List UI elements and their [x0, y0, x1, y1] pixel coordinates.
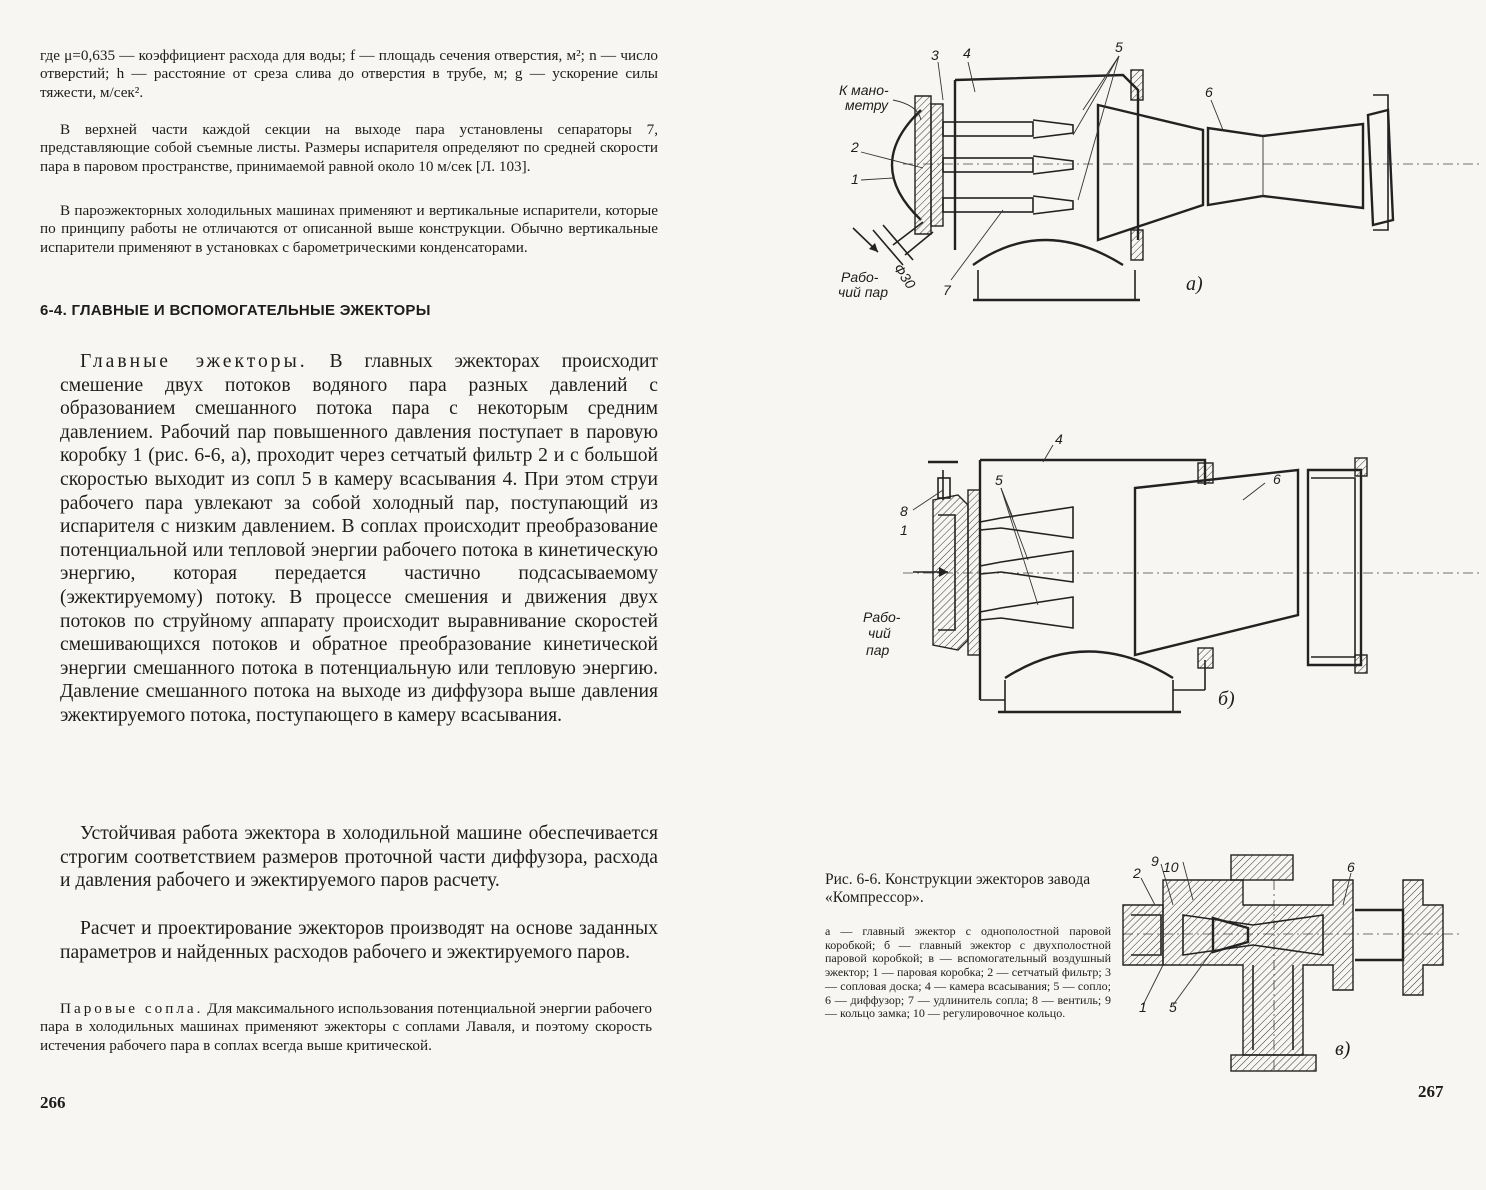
figure-caption-title: Рис. 6-6. Конструкции эжекторов завода «Компрессор».: [825, 871, 1091, 906]
figure-caption-body: а — главный эжектор с однополостной паровой коробкой; б — главный эжектор с двухполостной паровой коробкой; в — вспомогательный воздушный эжектор; 1 — паровая коробка; 2 — сетчатый фильтр; 3 — сопловая доска; 4 — камера всасывания; 5 — сопло; 6 — диффузор; 7 — удлинитель сопла; 8 — вентиль; 9 — кольцо замка; 10 — регулировочное кольцо.: [825, 924, 1111, 1021]
main-ejectors-text: В главных эжекторах происходит смешение двух потоков водяного пара разных давлений с образованием смешанного потока пара с некоторым средним давлением. Рабочий пар повышенного давления поступает в паровую коробку 1 (рис. 6-6, а), проходит через сетчатый фильтр 2 и с большой скоростью выходит из сопл 5 в камеру всасывания 4. При этом струи рабочего пара увлекают за собой холодный пар, поступающий из испарителя с низким давлением. В соплах происходит преобразование потенциальной или тепловой энергии рабочего потока в кинетическую энергию, которая передается частично подсасываемому (эжектируемому) потоку. В процессе смешения и движения двух потоков по струйному аппарату происходит выравнивание скоростей смешивающихся потоков и обратное преобразование кинетической энергии смешанного потока в потенциальную или тепловую энергию. Давление смешанного потока на выходе из диффузора выше давления эжектируемого потока, поступающего в камеру всасывания.: [60, 351, 658, 726]
section-heading: 6-4. ГЛАВНЫЕ И ВСПОМОГАТЕЛЬНЫЕ ЭЖЕКТОРЫ: [40, 302, 431, 319]
fig-b-label-1: 1: [900, 522, 908, 538]
main-ejectors-paragraph: [60, 350, 658, 728]
fig-b-label-8: 8: [900, 503, 908, 519]
separators-paragraph: В верхней части каждой секции на выходе пара установлены сепараторы 7, представляющие собой съемные листы. Размеры испарителя определяют по средней скорости пара в паровом пространстве, принимаемой равной около 10 м/сек [Л. 103].: [40, 121, 658, 175]
right-page: [743, 0, 1486, 1190]
fig-c-label-5: 5: [1169, 999, 1177, 1015]
figure-b-drawing: [903, 445, 1483, 712]
fig-c-variant: в): [1335, 1038, 1351, 1060]
fig-a-manometer-line-2: метру: [845, 97, 889, 113]
fig-a-steam-line-1: Рабо-: [841, 269, 879, 285]
fig-c-label-10: 10: [1163, 859, 1179, 875]
main-ejectors-title: Главные эжекторы.: [80, 351, 308, 372]
fig-c-label-6: 6: [1347, 859, 1355, 875]
fig-c-label-2: 2: [1133, 865, 1141, 881]
fig-b-variant: б): [1218, 688, 1235, 710]
nozzles-title: Паровые сопла.: [60, 1000, 204, 1017]
fig-b-steam-line-1: Рабо-: [863, 609, 901, 625]
fig-a-label-1: 1: [851, 171, 859, 187]
fig-c-label-1: 1: [1139, 999, 1147, 1015]
fig-b-steam-line-2: чий: [868, 625, 891, 641]
fig-a-label-5: 5: [1115, 39, 1123, 55]
fig-b-label-6: 6: [1273, 471, 1281, 487]
fig-a-dimension-label: Ф30: [890, 260, 919, 292]
fig-a-label-3: 3: [931, 47, 939, 63]
fig-a-label-7: 7: [943, 282, 951, 298]
figure-a-drawing: [853, 56, 1483, 300]
figure-c-drawing: [1123, 855, 1463, 1071]
calculation-paragraph: Расчет и проектирование эжекторов производят на основе заданных параметров и найденных расходов рабочего и эжектируемого паров.: [60, 918, 658, 963]
page-number-left: 266: [40, 1093, 66, 1112]
fig-a-steam-line-2: чий пар: [838, 284, 888, 300]
vertical-evaporators-paragraph: В пароэжекторных холодильных машинах применяют и вертикальные испарители, которые по принципу работы не отличаются от описанной выше конструкции. Обычно вертикальные испарители применяют в установках с барометрическими конденсаторами.: [40, 202, 658, 256]
fig-a-manometer-line-1: К мано-: [839, 82, 889, 98]
fig-a-label-6: 6: [1205, 84, 1213, 100]
nozzles-text: Для максимального использования потенциальной энергии рабочего пара в холодильных машинах применяют эжекторы с соплами Лаваля, и поэтому скорость истечения рабочего пара в соплах всегда выше критической.: [40, 1000, 652, 1054]
nozzles-paragraph: [40, 1000, 652, 1055]
fig-b-label-5: 5: [995, 472, 1003, 488]
stable-operation-paragraph: Устойчивая работа эжектора в холодильной машине обеспечивается строгим соответствием размеров проточной части диффузора, расхода и давления рабочего и эжектируемого паров расчету.: [60, 823, 658, 892]
fig-b-steam-line-3: пар: [866, 642, 890, 658]
fig-b-label-4: 4: [1055, 431, 1063, 447]
fig-a-variant: а): [1186, 273, 1203, 295]
page-number-right: 267: [1418, 1082, 1444, 1101]
fig-a-label-2: 2: [851, 139, 859, 155]
fig-c-label-9: 9: [1151, 853, 1159, 869]
fig-a-label-4: 4: [963, 45, 971, 61]
intro-paragraph: где μ=0,635 — коэффициент расхода для воды; f — площадь сечения отверстия, м²; n — число отверстий; h — расстояние от среза слива до отверстия в трубе, м; g — ускорение силы тяжести, м/сек².: [40, 47, 658, 101]
